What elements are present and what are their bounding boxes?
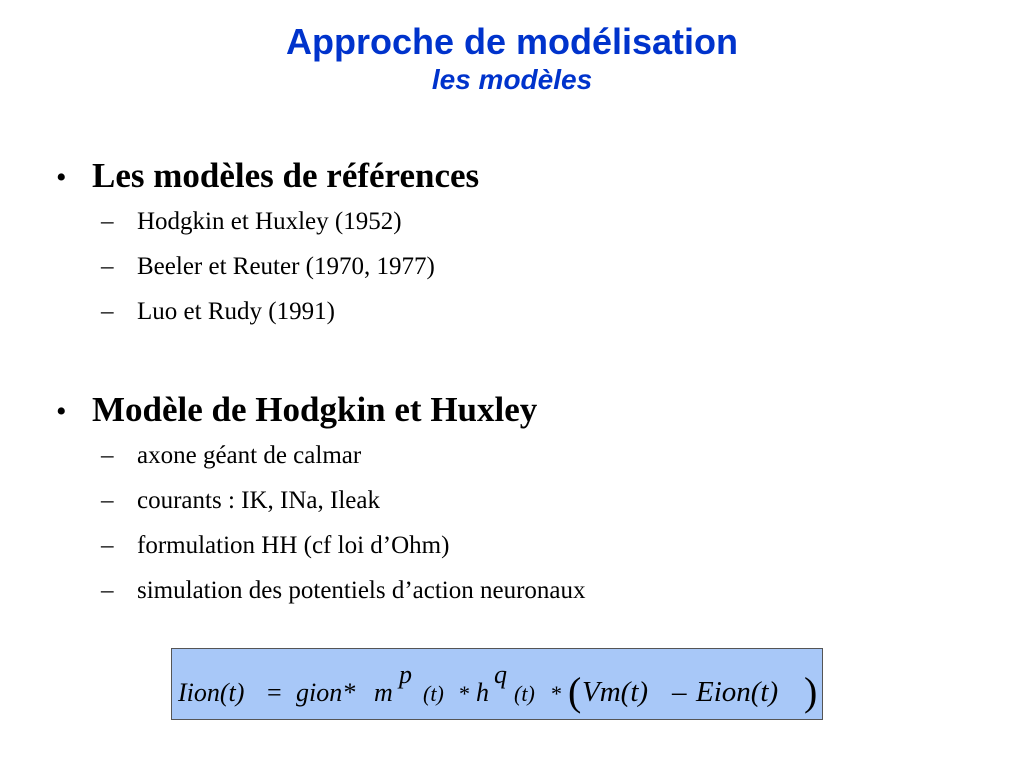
list-item — [101, 523, 586, 568]
formula-t2: (t) — [514, 681, 535, 706]
formula-h: h — [476, 678, 489, 707]
section-reference-models — [56, 155, 479, 334]
formula-exponent-q: q — [494, 660, 507, 689]
formula-t1: (t) — [423, 681, 444, 706]
list-item-text: formulation HH (cf loi d’Ohm) — [137, 532, 450, 559]
list-item — [101, 568, 586, 613]
list-item — [101, 199, 479, 244]
dash-icon: – — [101, 532, 114, 559]
list-item-text: Luo et Rudy (1991) — [137, 298, 335, 325]
formula-star1: * — [459, 681, 470, 706]
slide-subtitle: les modèles — [431, 64, 593, 95]
formula-eion: Eion(t) — [696, 676, 779, 708]
dash-icon: – — [101, 208, 114, 235]
sub-list — [101, 199, 479, 334]
formula — [172, 649, 822, 719]
list-item-text: simulation des potentiels d’action neuronaux — [137, 577, 586, 604]
formula-equals: = — [267, 678, 282, 707]
formula-open-paren: ( — [568, 669, 582, 714]
list-item — [101, 244, 479, 289]
sub-list — [101, 433, 586, 613]
dash-icon: – — [101, 577, 114, 604]
dash-icon: – — [101, 442, 114, 469]
dash-icon: – — [101, 298, 114, 325]
formula-minus: – — [672, 676, 687, 708]
formula-lhs: Iion(t) — [178, 678, 245, 707]
formula-vm: Vm(t) — [582, 676, 649, 708]
list-item-text: axone géant de calmar — [137, 442, 362, 469]
list-item-text: Beeler et Reuter (1970, 1977) — [137, 253, 435, 280]
formula-close-paren: ) — [804, 669, 818, 714]
formula-gion: gion* — [296, 678, 356, 707]
formula-star2: * — [551, 681, 562, 706]
bullet-heading — [56, 155, 479, 199]
list-item-text: courants : IK, INa, Ileak — [137, 487, 380, 514]
section-hh-model — [56, 389, 586, 613]
list-item — [101, 289, 479, 334]
list-item — [101, 478, 586, 523]
list-item-text: Hodgkin et Huxley (1952) — [137, 208, 402, 235]
bullet-icon: • — [56, 161, 67, 194]
list-item — [101, 433, 586, 478]
slide-title-block — [0, 20, 1024, 96]
dash-icon: – — [101, 253, 114, 280]
dash-icon: – — [101, 487, 114, 514]
bullet-icon: • — [56, 395, 67, 428]
formula-exponent-p: p — [399, 660, 412, 689]
section-heading: Les modèles de références — [92, 156, 480, 195]
section-heading: Modèle de Hodgkin et Huxley — [92, 390, 538, 429]
formula-box — [171, 648, 823, 720]
bullet-heading — [56, 389, 586, 433]
formula-m: m — [374, 678, 393, 707]
slide-title: Approche de modélisation — [285, 21, 739, 62]
